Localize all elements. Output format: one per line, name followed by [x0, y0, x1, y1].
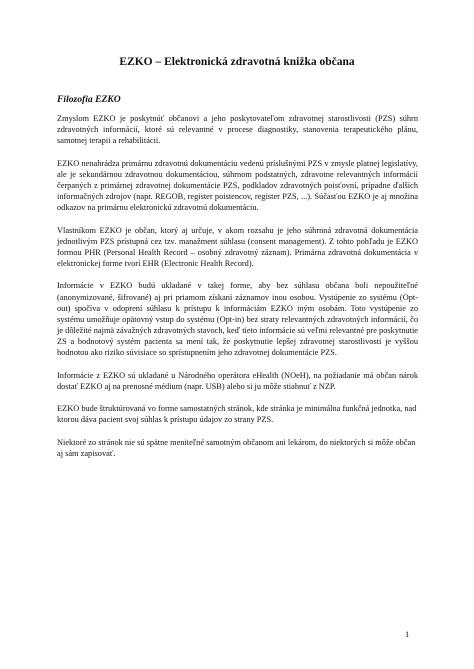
document-body — [57, 113, 418, 470]
section-heading: Filozofia EZKO — [57, 94, 121, 105]
paragraph-structure: EZKO bude štruktúrovaná vo forme samostatných stránok, kde stránka je minimálna funkčná jednotka, nad ktorou dáva pacient svoj súhlas k prístupu údajov zo strany PZS. — [57, 404, 417, 425]
paragraph-ownership: Vlastníkom EZKO je občan, ktorý aj určuje, v akom rozsahu je jeho súhrnná zdravotná dokumentácia jednotlivým PZS prístupná cez tzv. manažment súhlasu (consent management). Z tohto pohľadu je EZKO formou PHR (Personal Health Record – osobný zdravotný záznam). Primárna zdravotná dokumentácia v elektronickej forme tvorí EHR (Electronic Health Record). — [57, 225, 418, 269]
paragraph-secondary-documentation: EZKO nenahrádza primárnu zdravotnú dokumentáciu vedenú príslušnými PZS v zmysle platnej legislatívy, ale je sekundárnou zdravotnou dokumentáciou, súhrnom podstatných, zdravotne relevantných informácií čerpaných z primárnej zdravotnej dokumentácie PZS, podkladov zdravotných poisťovní, prípadne ďalších informačných zdrojov (napr. REGOB, register poistencov, register PZS, ...). Súčasťou EZKO je aj množina odkazov na primárnu elektronickú zdravotnú dokumentáciu. — [57, 158, 418, 213]
paragraph-storage: Informácie z EZKO sú ukladané u Národného operátora eHealth (NOeH), na požiadanie má občan nárok dostať EZKO aj na prenosné médium (napr. USB) alebo si ju môže stiahnuť z NZP. — [57, 370, 418, 391]
paragraph-editability: Niektoré zo stránok nie sú spätne meniteľné samotným občanom ani lekárom, do niektorých si môže občan aj sám zapisovať. — [57, 437, 416, 458]
paragraph-purpose: Zmyslom EZKO je poskytnúť občanovi a jeho poskytovateľom zdravotnej starostlivosti (PZS) súhrn zdravotných informácií, ktoré sú relevantné v procese diagnostiky, stanovenia terapeutického plánu, samotnej terapii a rehabilitácii. — [57, 114, 418, 146]
page-number: 1 — [405, 629, 410, 639]
paragraph-opt-out: Informácie v EZKO budú ukladané v takej forme, aby bez súhlasu občana boli nepoužiteľné (anonymizované, šifrované) aj pri priamom získaní záznamov inou osobou. Vystúpenie zo systému (Opt-out) spočíva v odoprení súhlasu k prístupu k informáciám EZKO iným osobám. Toto vystúpenie zo systému umožňuje opätovný vstup do systému (Opt-in) bez straty relevantných zdravotných informácií, čo je dôležité najmä závažných zdravotných stavoch, keď tieto informácie sú veľmi relevantné pre poskytnutie ZS a bodnotový systém pacienta sa mení tak, že poskytnutie lepšej zdravotnej starostlivosti je vyššou hodnotou ako riziko súvisiace so sprístupnením jeho zdravotnej dokumentácie PZS. — [57, 281, 418, 358]
document-title: EZKO – Elektronická zdravotná knižka občana — [119, 56, 355, 68]
